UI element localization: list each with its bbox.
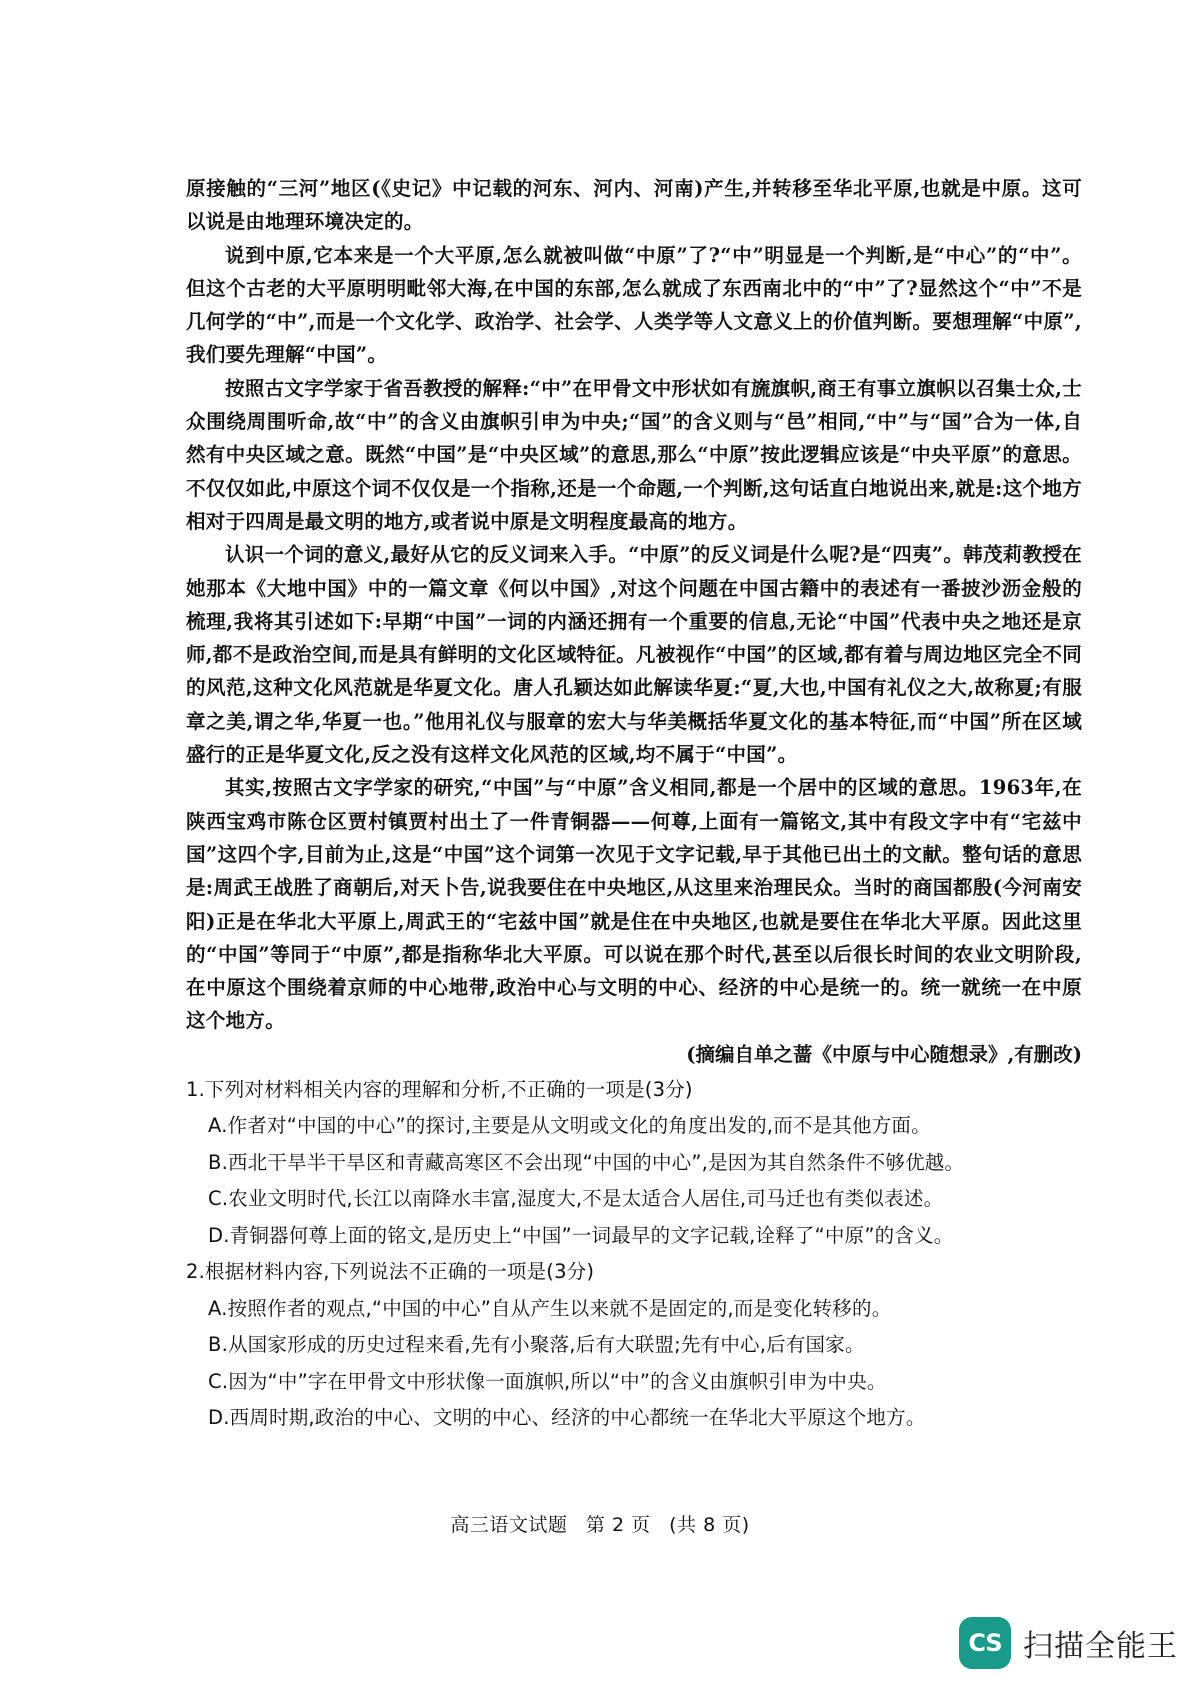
question-2-stem: 2.根据材料内容,下列说法不正确的一项是(3分) xyxy=(186,1260,595,1284)
question-1 xyxy=(186,1072,1082,1255)
page-footer xyxy=(0,1510,1200,1537)
footer-page-number: 第 2 页 xyxy=(585,1514,651,1536)
passage-paragraph-3: 按照古文字学家于省吾教授的解释:“中”在甲骨文中形状如有旒旗帜,商王有事立旗帜以召集士众,士众围绕周围听命,故“中”的含义由旗帜引申为中央;“国”的含义则与“邑”相同,“中”与“国”合为一体,自然有中央区域之意。既然“中国”是“中央区域”的意思,那么“中原”按此逻辑应该是“中央平原”的意思。不仅仅如此,中原这个词不仅仅是一个指称,还是一个命题,一个判断,这句话直白地说出来,就是:这个地方相对于四周是最文明的地方,或者说中原是文明程度最高的地方。 xyxy=(186,376,1082,533)
question-1-stem: 1.下列对材料相关内容的理解和分析,不正确的一项是(3分) xyxy=(186,1077,693,1101)
question-2-option-c: C.因为“中”字在甲骨文中形状像一面旗帜,所以“中”的含义由旗帜引申为中央。 xyxy=(208,1369,887,1393)
passage-paragraph-2: 说到中原,它本来是一个大平原,怎么就被叫做“中原”了?“中”明显是一个判断,是“中心”的“中”。但这个古老的大平原明明毗邻大海,在中国的东部,怎么就成了东西南北中的“中”了?显然这个“中”不是几何学的“中”,而是一个文化学、政治学、社会学、人类学等人文意义上的价值判断。要想理解“中原”,我们要先理解“中国”。 xyxy=(186,243,1082,367)
question-2 xyxy=(186,1254,1082,1437)
footer-total-pages: (共 8 页) xyxy=(669,1514,750,1536)
passage-paragraph-1: 原接触的“三河”地区(《史记》中记载的河东、河内、河南)产生,并转移至华北平原,也就是中原。这可以说是由地理环境决定的。 xyxy=(186,177,1082,234)
question-1-option-a: A.作者对“中国的中心”的探讨,主要是从文明或文化的角度出发的,而不是其他方面。 xyxy=(208,1114,931,1138)
question-2-option-d: D.西周时期,政治的中心、文明的中心、经济的中心都统一在华北大平原这个地方。 xyxy=(208,1406,926,1430)
question-1-option-c: C.农业文明时代,长江以南降水丰富,湿度大,不是太适合人居住,司马迁也有类似表述。 xyxy=(208,1187,944,1211)
passage-source-citation: (摘编自单之蔷《中原与中心随想录》,有删改) xyxy=(686,1042,1082,1066)
question-2-option-b: B.从国家形成的历史过程来看,先有小聚落,后有大联盟;先有中心,后有国家。 xyxy=(208,1333,865,1357)
passage-paragraph-5: 其实,按照古文字学家的研究,“中国”与“中原”含义相同,都是一个居中的区域的意思。1963年,在陕西宝鸡市陈仓区贾村镇贾村出土了一件青铜器——何尊,上面有一篇铭文,其中有段文字中有“宅兹中国”这四个字,目前为止,这是“中国”这个词第一次见于文字记载,早于其他已出土的文献。整句话的意思是:周武王战胜了商朝后,对天卜告,说我要住在中央地区,从这里来治理民众。当时的商国都殷(今河南安阳)正是在华北大平原上,周武王的“宅兹中国”就是住在中央地区,也就是要住在华北大平原。因此这里的“中国”等同于“中原”,都是指称华北大平原。可以说在那个时代,甚至以后很长时间的农业文明阶段,在中原这个围绕着京师的中心地带,政治中心与文明的中心、经济的中心是统一的。统一就统一在中原这个地方。 xyxy=(186,776,1082,1033)
question-2-option-a: A.按照作者的观点,“中国的中心”自从产生以来就不是固定的,而是变化转移的。 xyxy=(208,1296,892,1320)
question-1-option-b: B.西北干旱半干旱区和青藏高寒区不会出现“中国的中心”,是因为其自然条件不够优越。 xyxy=(208,1150,965,1174)
camscanner-app-name: 扫描全能王 xyxy=(1023,1629,1178,1664)
question-1-option-d: D.青铜器何尊上面的铭文,是历史上“中国”一词最早的文字记载,诠释了“中原”的含义。 xyxy=(208,1223,954,1247)
passage-paragraph-4: 认识一个词的意义,最好从它的反义词来入手。“中原”的反义词是什么呢?是“四夷”。韩茂莉教授在她那本《大地中国》中的一篇文章《何以中国》,对这个问题在中国古籍中的表述有一番披沙沥金般的梳理,我将其引述如下:早期“中国”一词的内涵还拥有一个重要的信息,无论“中国”代表中央之地还是京师,都不是政治空间,而是具有鲜明的文化区域特征。凡被视作“中国”的区域,都有着与周边地区完全不同的风范,这种文化风范就是华夏文化。唐人孔颖达如此解读华夏:“夏,大也,中国有礼仪之大,故称夏;有服章之美,谓之华,华夏一也。”他用礼仪与服章的宏大与华美概括华夏文化的基本特征,而“中国”所在区域盛行的正是华夏文化,反之没有这样文化风范的区域,均不属于“中国”。 xyxy=(186,543,1082,767)
camscanner-logo-icon: CS xyxy=(959,1617,1011,1669)
passage-and-questions xyxy=(186,172,1082,1437)
footer-exam-title: 高三语文试题 xyxy=(450,1514,568,1536)
camscanner-watermark xyxy=(959,1612,1178,1674)
